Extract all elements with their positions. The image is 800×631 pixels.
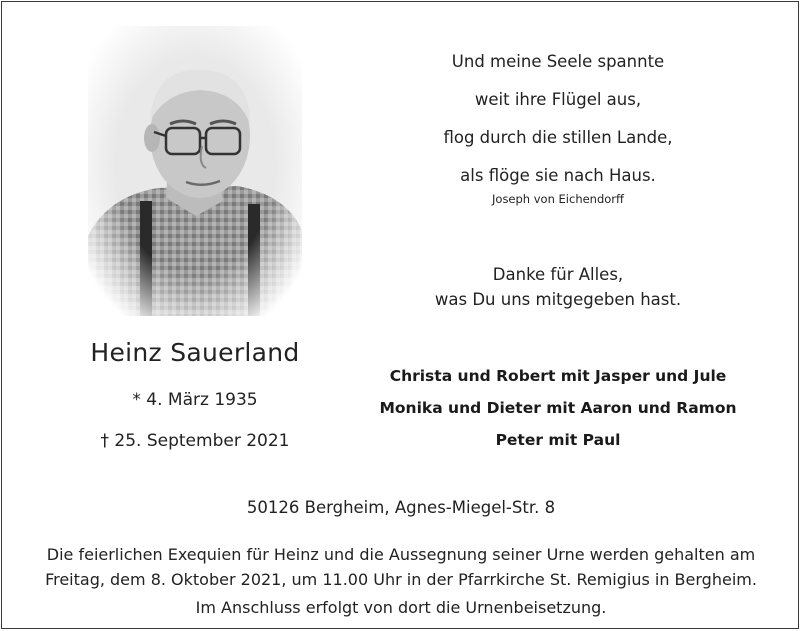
thanks-line: Danke für Alles, xyxy=(492,265,624,284)
portrait-photo xyxy=(88,26,302,316)
funeral-notice xyxy=(2,542,800,592)
poem-line: Und meine Seele spannte xyxy=(451,52,665,71)
notice-line: Die feierlichen Exequien für Heinz und die Aussegnung seiner Urne werden gehalten am xyxy=(46,545,756,564)
burial-note: Im Anschluss erfolgt von dort die Urnenbeisetzung. xyxy=(195,598,607,617)
poem-line: weit ihre Flügel aus, xyxy=(474,90,642,109)
mourner-row: Christa und Robert mit Jasper und Jule xyxy=(389,367,727,385)
obituary-card xyxy=(1,1,799,629)
poem-line: flog durch die stillen Lande, xyxy=(443,128,673,147)
poem xyxy=(388,50,728,202)
poem-author: Joseph von Eichendorff xyxy=(492,192,624,206)
poem-line: als flöge sie nach Haus. xyxy=(460,166,656,185)
mourner-row: Monika und Dieter mit Aaron und Ramon xyxy=(379,399,737,417)
birth-date: * 4. März 1935 xyxy=(132,390,258,410)
thanks-message xyxy=(388,262,728,312)
deceased-name: Heinz Sauerland xyxy=(90,338,300,367)
notice-line: Freitag, dem 8. Oktober 2021, um 11.00 Uhr in der Pfarrkirche St. Remigius in Bergheim. xyxy=(45,570,757,589)
family-address: 50126 Bergheim, Agnes-Miegel-Str. 8 xyxy=(246,498,556,517)
thanks-line: was Du uns mitgegeben hast. xyxy=(434,290,682,309)
death-date: † 25. September 2021 xyxy=(100,431,290,451)
mourner-row: Peter mit Paul xyxy=(495,431,621,449)
portrait-image xyxy=(88,26,302,316)
mourners-list xyxy=(368,364,748,460)
